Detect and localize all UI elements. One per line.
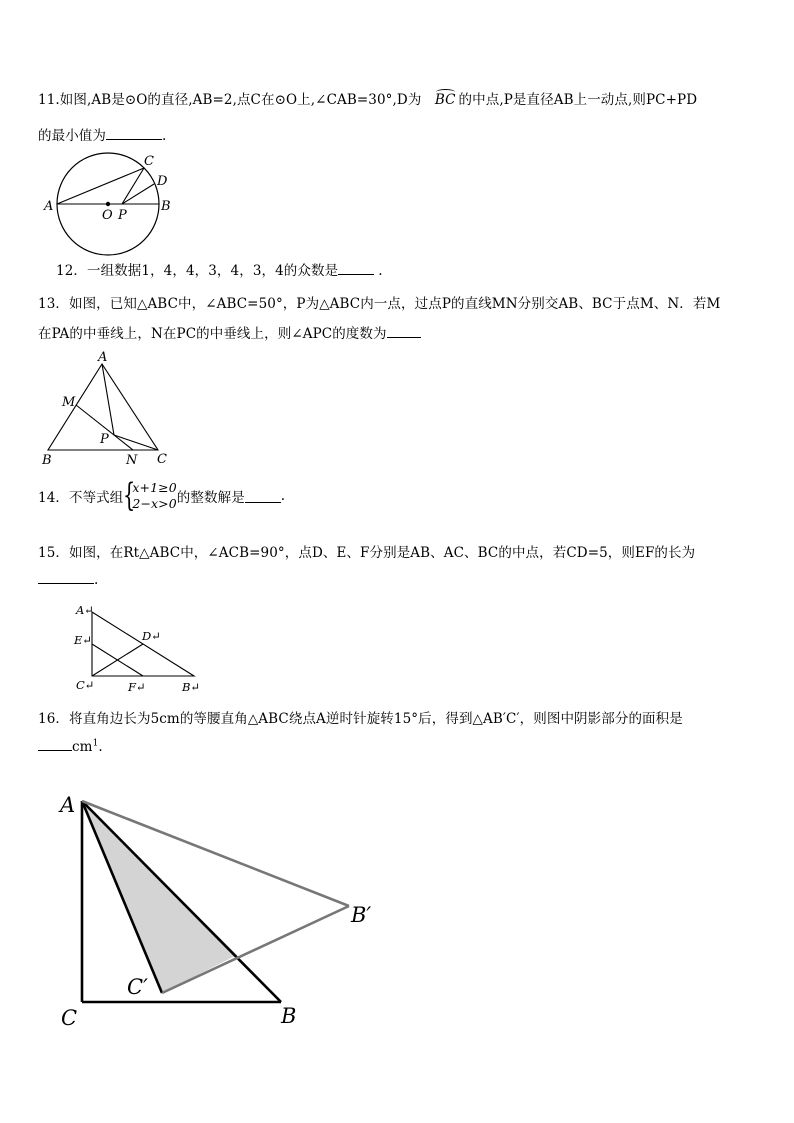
label-a: A↵ — [76, 603, 94, 617]
shaded-region — [82, 801, 237, 993]
q15-end: . — [94, 572, 99, 588]
q12-line — [56, 259, 383, 279]
inequality-1: x+1≥0 — [132, 480, 177, 495]
q15-text: 15．如图，在Rt△ABC中，∠ACB=90°，点D、E、F分别是AB、AC、BC的中点，若CD=5，则EF的长为 — [38, 545, 696, 561]
q14-answer-blank — [245, 490, 281, 503]
label-p: P — [118, 208, 127, 223]
q12-answer-blank — [338, 262, 374, 275]
label-c: C — [157, 452, 167, 467]
q16-unit: cm — [72, 739, 93, 755]
q16-text: 16．将直角边长为5cm的等腰直角△ABC绕点A逆时针旋转15°后，得到△AB′C′，则图中阴影部分的面积是 — [38, 711, 683, 727]
label-a: A — [60, 793, 76, 817]
q11-line1 — [38, 88, 697, 108]
q11-end: . — [162, 128, 167, 144]
q11-text-c: 的最小值为 — [38, 128, 106, 144]
q11-line2 — [38, 124, 166, 144]
q13-triangle-figure — [38, 350, 178, 468]
q11-text-a: 11.如图,AB是⊙O的直径,AB=2,点C在⊙O上,∠CAB=30°,D为 — [38, 92, 422, 108]
inequality-2: 2−x>0 — [132, 496, 177, 511]
label-b: B↵ — [182, 680, 201, 694]
label-b: B — [42, 453, 52, 468]
q11-answer-blank — [106, 127, 162, 140]
q11-arc-bc: BC — [434, 92, 456, 108]
center-dot — [106, 202, 110, 206]
q13-text-a: 13．如图，已知△ABC中，∠ABC=50°，P为△ABC内一点，过点P的直线MN分别交AB、BC于点M、N．若M — [38, 296, 721, 312]
q16-answer-blank — [38, 738, 72, 751]
q13-line1 — [38, 292, 720, 312]
q16-unit-exponent: 1 — [92, 738, 99, 749]
label-c: C — [61, 1006, 78, 1030]
segment-pc — [122, 168, 144, 204]
label-d: D — [157, 174, 168, 189]
label-b-prime: B′ — [351, 903, 372, 927]
label-c: C↵ — [76, 678, 95, 692]
inequality-system — [123, 476, 177, 514]
segment-pd — [122, 184, 154, 204]
label-b: B — [161, 199, 171, 214]
label-b: B — [281, 1004, 297, 1028]
label-m: M — [62, 395, 76, 410]
q16-rotation-figure — [55, 780, 395, 1040]
q15-right-triangle-figure — [70, 600, 210, 696]
q13-text-b: 在PA的中垂线上，N在PC的中垂线上，则∠APC的度数为 — [38, 326, 387, 342]
q12-end: . — [378, 263, 383, 279]
label-n: N — [126, 453, 138, 468]
q15-line1 — [38, 541, 695, 561]
q14-line — [38, 476, 286, 514]
brace-icon: { — [123, 476, 136, 514]
q16-line2 — [38, 738, 103, 755]
q14-prefix: 14．不等式组 — [38, 490, 124, 506]
label-c-prime: C′ — [127, 975, 148, 999]
q11-circle-figure — [40, 148, 180, 258]
q14-suffix: 的整数解是 — [176, 490, 245, 506]
q16-end: . — [98, 739, 103, 755]
label-p: P — [100, 432, 109, 447]
label-d: D↵ — [142, 629, 161, 643]
label-e: E↵ — [74, 633, 93, 647]
q11-text-b: 的中点,P是直径AB上一动点,则PC+PD — [458, 92, 698, 108]
segment-pc — [114, 435, 158, 450]
segment-pa — [102, 364, 114, 435]
label-a: A — [44, 199, 54, 214]
q13-answer-blank — [387, 325, 421, 338]
q12-text: 12．一组数据1，4，4，3，4，3，4的众数是 — [56, 263, 339, 279]
q16-line1 — [38, 707, 683, 727]
label-f: F↵ — [128, 680, 146, 694]
q13-line2 — [38, 322, 421, 342]
label-c: C — [144, 154, 154, 169]
label-o: O — [102, 208, 113, 223]
q15-line2 — [38, 571, 98, 588]
q15-answer-blank — [38, 571, 94, 584]
q14-end: . — [280, 488, 286, 504]
label-a: A — [98, 350, 108, 365]
